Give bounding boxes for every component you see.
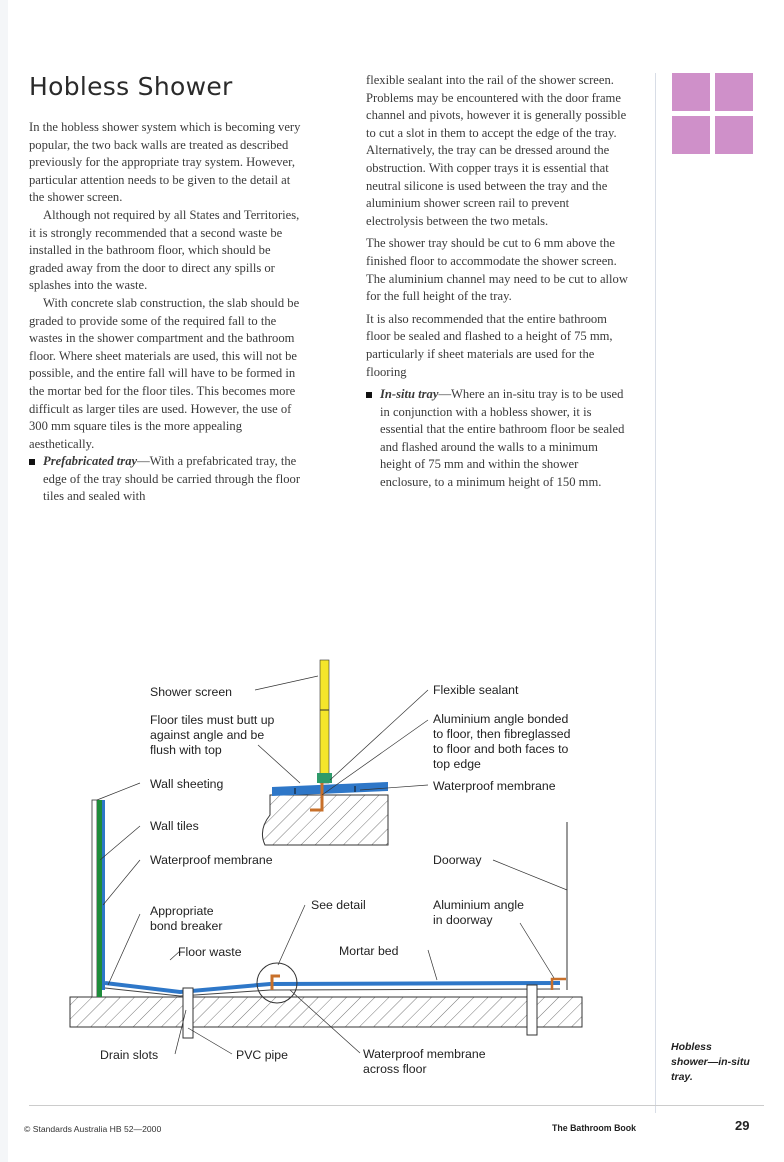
- label-drain-slots: Drain slots: [100, 1048, 159, 1062]
- bullet-prefabricated-tray: [29, 453, 307, 506]
- label-wall-sheeting: Wall sheeting: [150, 777, 224, 791]
- deco-square: [715, 73, 753, 111]
- paragraph: Although not required by all States and Territories, it is strongly recommended that a second waste be installed in the bathroom floor, which should be graded away from the door to direct any spills or splashes into the waste.: [29, 207, 300, 293]
- label-waterproof-membrane-detail: Waterproof membrane: [433, 779, 556, 793]
- label-floor-tiles-2: against angle and be: [150, 728, 265, 742]
- page-title: Hobless Shower: [29, 72, 233, 101]
- page-number: 29: [735, 1118, 750, 1133]
- label-floor-tiles-3: flush with top: [150, 743, 222, 757]
- label-waterproof-membrane-wall: Waterproof membrane: [150, 853, 273, 867]
- wall-tiles-layer: [97, 800, 102, 997]
- label-angle-bonded-3: to floor and both faces to: [433, 742, 569, 756]
- caption-line: Hobless: [671, 1041, 712, 1053]
- bullet-in-situ-tray: [366, 386, 628, 492]
- shower-floor-waste: [183, 988, 193, 1038]
- caption-line: tray.: [671, 1071, 693, 1083]
- label-pvc-pipe: PVC pipe: [236, 1048, 288, 1062]
- bullet-text: —With a prefabricated tray, the edge of the tray should be carried through the floor tiles and sealed with: [43, 454, 301, 504]
- label-membrane-floor-2: across floor: [363, 1062, 427, 1076]
- detail-slab: [262, 795, 388, 845]
- wall-membrane-layer: [102, 800, 105, 990]
- detail-inset: [262, 660, 388, 845]
- label-floor-tiles-1: Floor tiles must butt up: [150, 713, 275, 727]
- footer-book-title: The Bathroom Book: [552, 1123, 637, 1133]
- paragraph: It is also recommended that the entire bathroom floor be sealed and flashed to a height of 75 mm, particularly if sheet materials are used for the flooring: [366, 311, 613, 379]
- bullet-term: Prefabricated tray: [43, 454, 138, 469]
- bullet-text: —Where an in-situ tray is to be used in conjunction with a hobless shower, it is essential that the entire bathroom floor be sealed and flashed around the walls to a minimum height of 75 mm and within the shower enclosure, to a minimum height of 150 mm.: [380, 387, 625, 490]
- label-membrane-floor-1: Waterproof membrane: [363, 1047, 486, 1061]
- bullet-square-icon: [366, 392, 372, 398]
- label-flexible-sealant: Flexible sealant: [433, 683, 519, 697]
- caption-line: shower—in-situ: [671, 1056, 750, 1068]
- label-angle-bonded-4: top edge: [433, 757, 481, 771]
- label-angle-doorway-1: Aluminium angle: [433, 898, 524, 912]
- bullet-term: In-situ tray: [380, 387, 439, 402]
- decorative-tile-squares: [672, 73, 754, 155]
- paragraph: The shower tray should be cut to 6 mm above the finished floor to accommodate the shower screen. The aluminium channel may need to be cut to allow for the full height of the tray.: [366, 236, 628, 304]
- deco-square: [672, 116, 710, 154]
- right-column: [366, 72, 628, 492]
- left-column: [29, 119, 307, 506]
- label-angle-bonded-2: to floor, then fibreglassed: [433, 727, 571, 741]
- label-bond-breaker-1: Appropriate: [150, 904, 214, 918]
- footer-copyright: © Standards Australia HB 52—2000: [24, 1124, 162, 1134]
- bullet-square-icon: [29, 459, 35, 465]
- shower-screen-glass: [320, 660, 329, 783]
- floor-membrane: [105, 983, 560, 992]
- label-floor-waste: Floor waste: [178, 945, 242, 959]
- label-angle-doorway-2: in doorway: [433, 913, 493, 927]
- label-angle-bonded-1: Aluminium angle bonded: [433, 712, 569, 726]
- label-shower-screen: Shower screen: [150, 685, 233, 699]
- footer-divider: [29, 1105, 764, 1106]
- paragraph: flexible sealant into the rail of the shower screen. Problems may be encountered with the door frame channel and pivots, however it is generally possible to cut a slot in them to accept the edge of the tray. Alternatively, the tray can be dressed around the obstruction. With copper trays it is essential that neutral silicone is used between the tray and the aluminium shower screen rail to prevent electrolysis between the two metals.: [366, 73, 627, 228]
- label-mortar-bed: Mortar bed: [339, 944, 399, 958]
- wall-sheeting-layer: [92, 800, 97, 997]
- paragraph: In the hobless shower system which is becoming very popular, the two back walls are treated as described previously for the appropriate tray system. However, particular attention needs to be given to the detail at the shower screen.: [29, 120, 301, 205]
- hobless-shower-diagram: [0, 600, 784, 1100]
- deco-square: [672, 73, 710, 111]
- screen-rail: [317, 773, 332, 783]
- label-bond-breaker-2: bond breaker: [150, 919, 223, 933]
- bathroom-floor-waste: [527, 985, 537, 1035]
- label-see-detail: See detail: [311, 898, 366, 912]
- figure-caption: [671, 1040, 761, 1085]
- deco-square: [715, 116, 753, 154]
- label-doorway: Doorway: [433, 853, 482, 867]
- paragraph: With concrete slab construction, the slab should be graded to provide some of the required fall to the wastes in the shower compartment and the bathroom floor. Where sheet materials are used, this will not be possible, and the entire fall will have to be formed in the mortar bed for the floor tiles. This becomes more difficult as larger tiles are used. However, the use of 300 mm square tiles is the more appealing aesthetically.: [29, 295, 300, 451]
- label-wall-tiles: Wall tiles: [150, 819, 199, 833]
